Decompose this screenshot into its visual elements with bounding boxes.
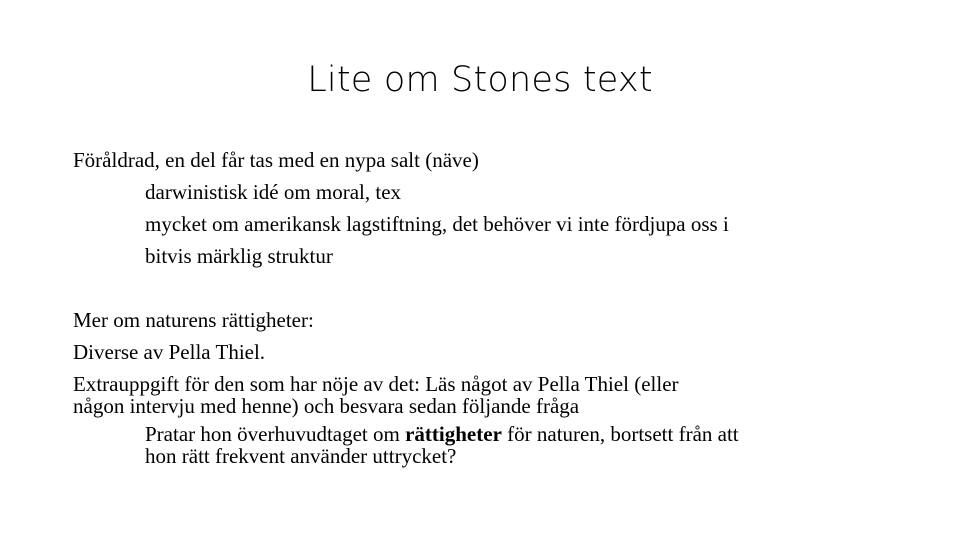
- extra-task-line: Extrauppgift för den som har nöje av det: Läs något av Pella Thiel (eller: [73, 372, 679, 396]
- slide-body: [73, 144, 903, 467]
- section1-item: bitvis märklig struktur: [145, 244, 333, 268]
- section2-line: Diverse av Pella Thiel.: [73, 340, 266, 364]
- section2-line: Mer om naturens rättigheter:: [73, 308, 314, 332]
- question-line: [73, 423, 903, 445]
- section1-item: darwinistisk idé om moral, tex: [145, 180, 402, 204]
- section1-lead: Föråldrad, en del får tas med en nypa salt (näve): [73, 148, 479, 172]
- question-line: hon rätt frekvent använder uttrycket?: [145, 444, 457, 468]
- extra-task-line: någon intervju med henne) och besvara sedan följande fråga: [73, 394, 580, 418]
- question-text-post: för naturen, bortsett från att: [501, 422, 739, 446]
- slide-title: Lite om Stones text: [307, 60, 653, 100]
- section1-item: mycket om amerikansk lagstiftning, det behöver vi inte fördjupa oss i: [145, 212, 729, 236]
- paragraph-spacer: [73, 272, 903, 304]
- question-emphasis: rättigheter: [405, 422, 502, 446]
- question-text-pre: Pratar hon överhuvudtaget om: [145, 422, 406, 446]
